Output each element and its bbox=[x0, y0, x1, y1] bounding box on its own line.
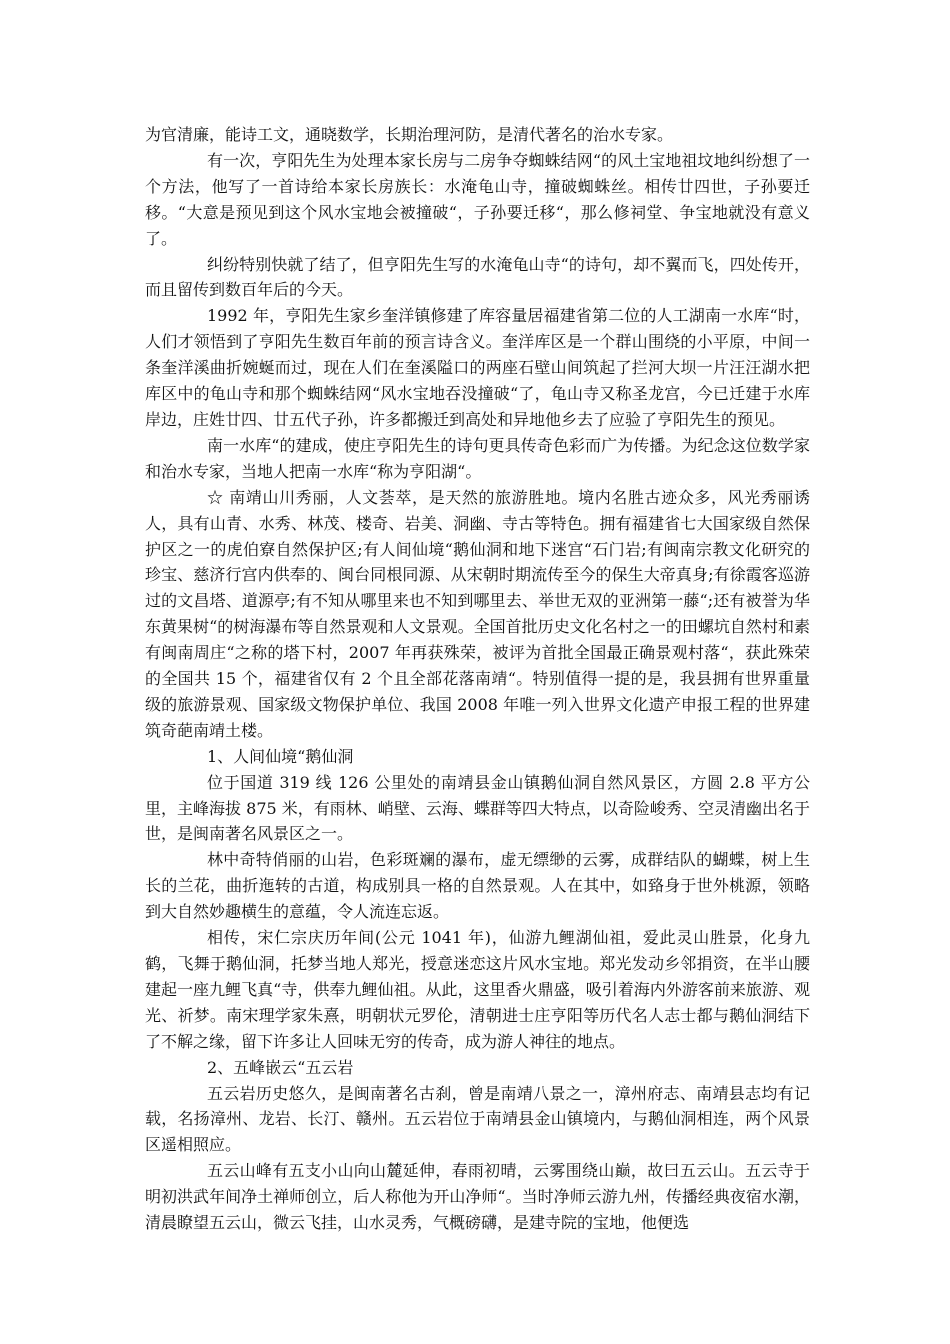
paragraph: 纠纷特别快就了结了，但亨阳先生写的水淹龟山寺“的诗句，却不翼而飞，四处传开，而且留传到数百年后的今天。 bbox=[145, 254, 810, 300]
paragraph: 五云岩历史悠久，是闽南著名古刹，曾是南靖八景之一，漳州府志、南靖县志均有记载，名扬漳州、龙岩、长汀、赣州。五云岩位于南靖县金山镇境内，与鹅仙洞相连，两个风景区遥相照应。 bbox=[145, 1083, 810, 1155]
section-heading: 2、五峰嵌云“五云岩 bbox=[207, 1057, 354, 1077]
section-heading: 1、人间仙境“鹅仙洞 bbox=[207, 746, 354, 766]
paragraph: 南一水库“的建成，使庄亨阳先生的诗句更具传奇色彩而广为传播。为纪念这位数学家和治水专家，当地人把南一水库“称为亨阳湖“。 bbox=[145, 435, 810, 481]
paragraph: 位于国道 319 线 126 公里处的南靖县金山镇鹅仙洞自然风景区，方圆 2.8 平方公里，主峰海拔 875 米，有雨林、峭壁、云海、蝶群等四大特点，以奇险峻秀、空灵清幽出名于世，是闽南著名风景区之一。 bbox=[145, 772, 810, 844]
paragraph: 1992 年，亨阳先生家乡奎洋镇修建了库容量居福建省第二位的人工湖南一水库“时，人们才领悟到了亨阳先生数百年前的预言诗含义。奎洋库区是一个群山围绕的小平原，中间一条奎洋溪曲折婉蜒而过，现在人们在奎溪隘口的两座石壁山间筑起了拦河大坝一片汪汪湖水把库区中的龟山寺和那个蜘蛛结网“风水宝地吞没撞破“了，龟山寺又称圣龙宫，今已迁建于水库岸边，庄姓廿四、廿五代子孙，许多都搬迁到高处和异地他乡去了应验了亨阳先生的预见。 bbox=[145, 306, 810, 429]
paragraph: 为官清廉，能诗工文，通晓数学，长期治理河防，是清代著名的治水专家。 bbox=[145, 125, 674, 144]
paragraph: 相传，宋仁宗庆历年间(公元 1041 年)，仙游九鲤湖仙祖，爱此灵山胜景，化身九鹤，飞舞于鹅仙洞，托梦当地人郑光，授意迷恋这片风水宝地。郑光发动乡邻捐资，在半山腰建起一座九鲤飞真“寺，供奉九鲤仙祖。从此，这里香火鼎盛，吸引着海内外游客前来旅游、观光、祈梦。南宋理学家朱熹，明朝状元罗伦，清朝进士庄亨阳等历代名人志士都与鹅仙洞结下了不解之缘，留下许多让人回味无穷的传奇，成为游人神往的地点。 bbox=[145, 928, 810, 1051]
paragraph: 林中奇特俏丽的山岩，色彩斑斓的瀑布，虚无缥缈的云雾，成群结队的蝴蝶，树上生长的兰花，曲折迤转的古道，构成别具一格的自然景观。人在其中，如臵身于世外桃源，领略到大自然妙趣横生的意蕴，令人流连忘返。 bbox=[145, 850, 810, 922]
paragraph: 五云山峰有五支小山向山麓延伸，春雨初晴，云雾围绕山巅，故曰五云山。五云寺于明初洪武年间净土禅师创立，后人称他为开山净师“。当时净师云游九州，传播经典夜宿水潮，清晨瞭望五云山，微云飞挂，山水灵秀，气概磅礴，是建寺院的宝地，他便选 bbox=[145, 1161, 810, 1233]
paragraph: ☆ 南靖山川秀丽，人文荟萃，是天然的旅游胜地。境内名胜古迹众多，风光秀丽诱人，具有山青、水秀、林茂、楼奇、岩美、洞幽、寺古等特色。拥有福建省七大国家级自然保护区之一的虎伯寮自然保护区;有人间仙境“鹅仙洞和地下迷宫“石门岩;有闽南宗教文化研究的珍宝、慈济行宫内供奉的、闽台同根同源、从宋朝时期流传至今的保生大帝真身;有徐霞客巡游过的文昌塔、道源亭;有不知从哪里来也不知到哪里去、举世无双的亚洲第一藤“;还有被誉为华东黄果树“的树海瀑布等自然景观和人文景观。全国首批历史文化名村之一的田螺坑自然村和素有闽南周庄“之称的塔下村，2007 年再获殊荣，被评为首批全国最正确景观村落“，获此殊荣的全国共 15 个，福建省仅有 2 个且全部花落南靖“。特别值得一提的是，我县拥有世界重量级的旅游景观、国家级文物保护单位、我国 2008 年唯一列入世界文化遗产申报工程的世界建筑奇葩南靖土楼。 bbox=[145, 487, 810, 740]
paragraph: 有一次，亨阳先生为处理本家长房与二房争夺蜘蛛结网“的风土宝地祖坟地纠纷想了一个方法，他写了一首诗给本家长房族长：水淹龟山寺，撞破蜘蛛丝。相传廿四世，子孙要迁移。“大意是预见到这个风水宝地会被撞破“，子孙要迁移“，那么修祠堂、争宝地就没有意义了。 bbox=[145, 150, 810, 248]
document-body bbox=[145, 122, 810, 1236]
